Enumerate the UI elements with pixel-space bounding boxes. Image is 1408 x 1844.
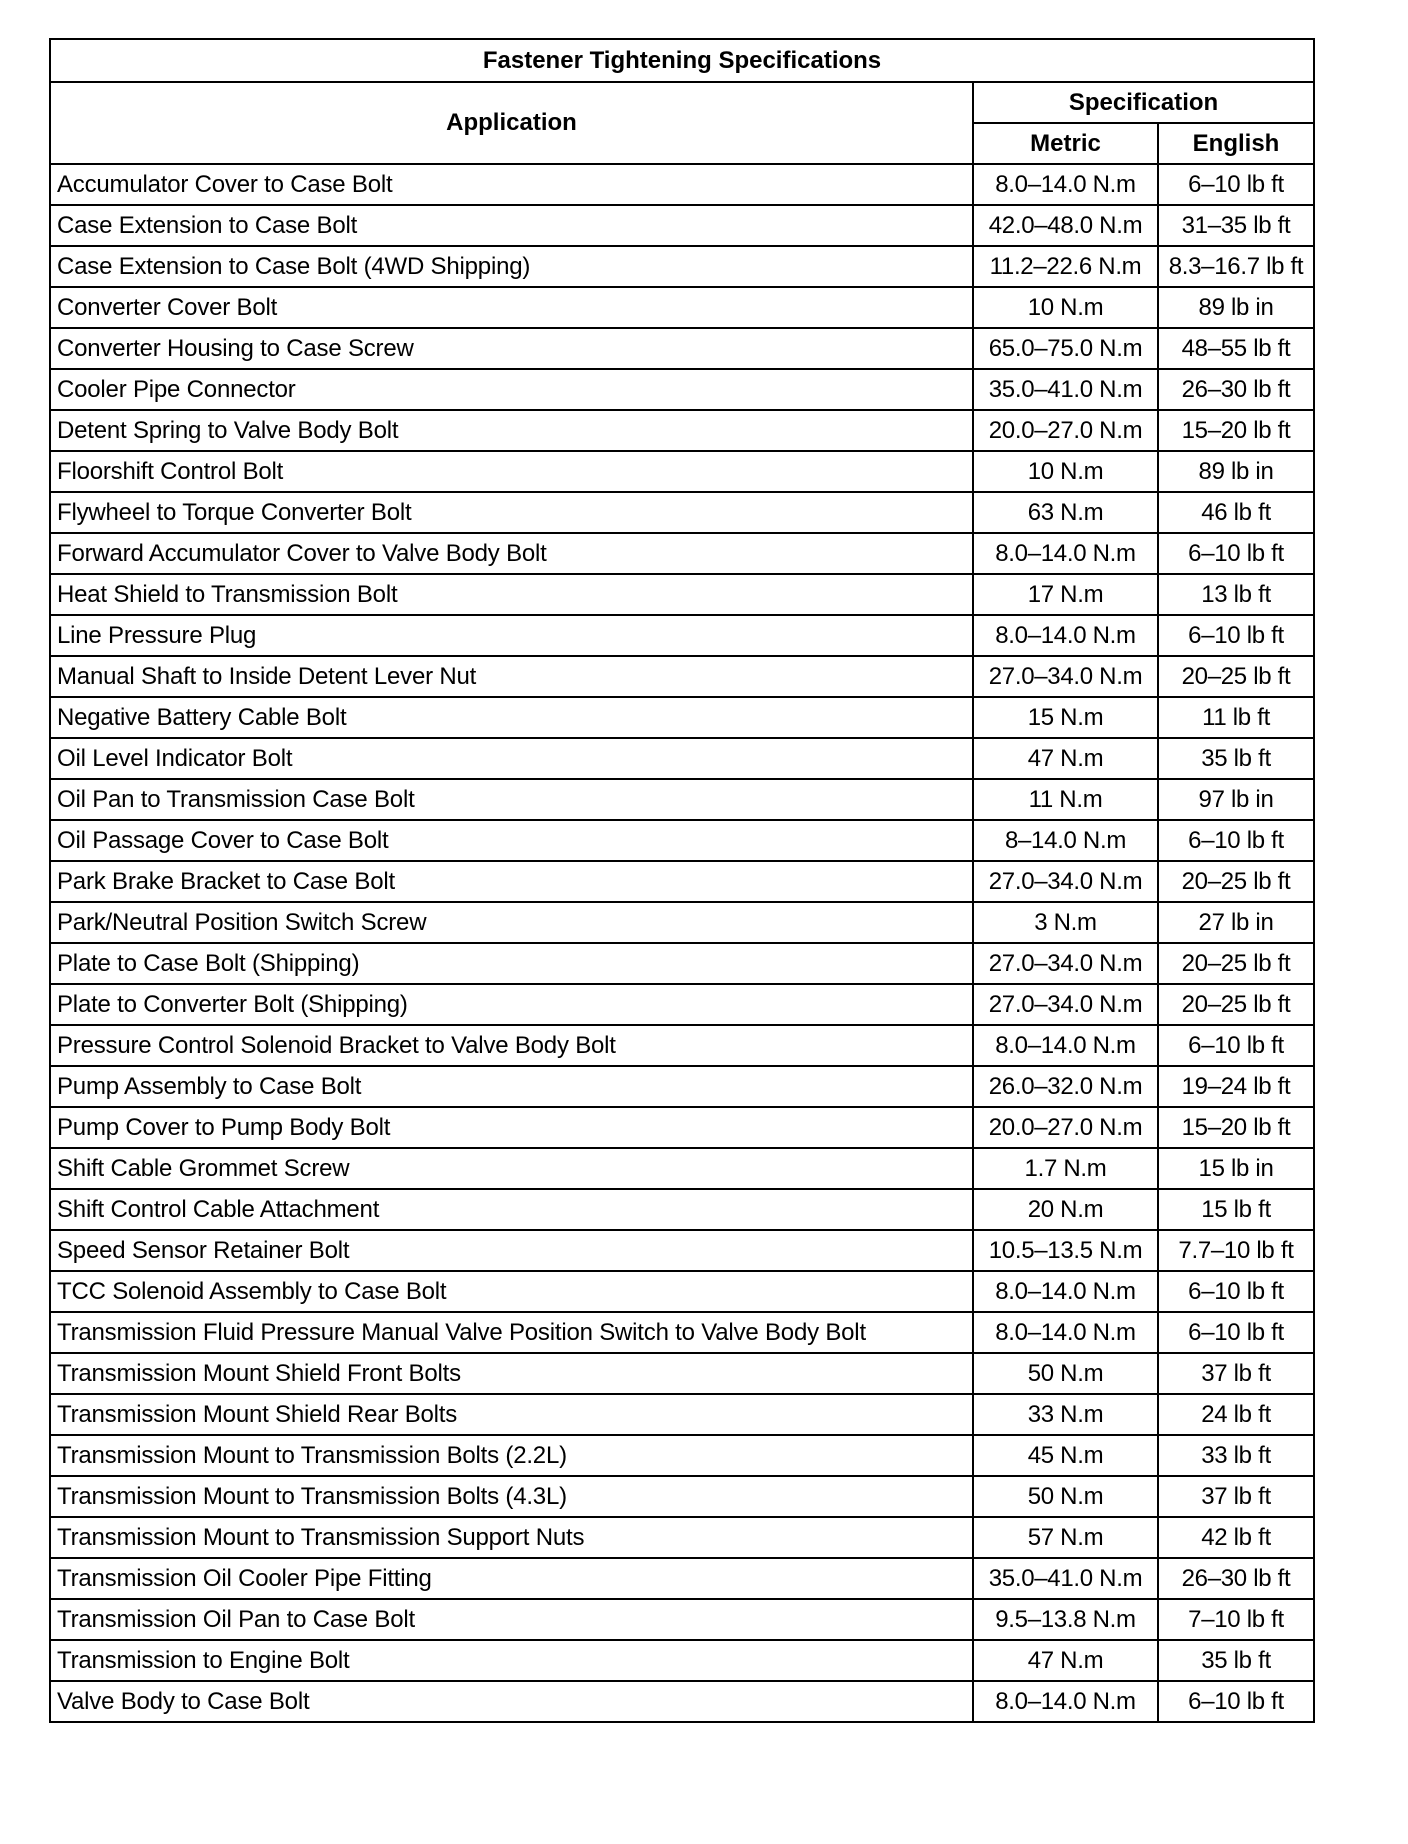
metric-cell: 15 N.m — [973, 697, 1158, 738]
english-cell: 6–10 lb ft — [1158, 1271, 1314, 1312]
application-cell: Park Brake Bracket to Case Bolt — [50, 861, 973, 902]
application-cell: Detent Spring to Valve Body Bolt — [50, 410, 973, 451]
english-cell: 6–10 lb ft — [1158, 820, 1314, 861]
table-row — [50, 1189, 1314, 1230]
metric-cell: 3 N.m — [973, 902, 1158, 943]
english-cell: 6–10 lb ft — [1158, 615, 1314, 656]
table-row — [50, 1271, 1314, 1312]
application-cell: Transmission Mount to Transmission Bolts (2.2L) — [50, 1435, 973, 1476]
metric-cell: 63 N.m — [973, 492, 1158, 533]
application-cell: Speed Sensor Retainer Bolt — [50, 1230, 973, 1271]
table-row — [50, 615, 1314, 656]
application-cell: Line Pressure Plug — [50, 615, 973, 656]
english-cell: 15 lb in — [1158, 1148, 1314, 1189]
metric-cell: 8–14.0 N.m — [973, 820, 1158, 861]
table-row — [50, 1025, 1314, 1066]
english-cell: 46 lb ft — [1158, 492, 1314, 533]
specification-header: Specification — [973, 82, 1314, 123]
english-cell: 8.3–16.7 lb ft — [1158, 246, 1314, 287]
application-cell: Transmission Oil Pan to Case Bolt — [50, 1599, 973, 1640]
application-cell: Converter Cover Bolt — [50, 287, 973, 328]
table-row — [50, 820, 1314, 861]
metric-cell: 35.0–41.0 N.m — [973, 1558, 1158, 1599]
english-cell: 35 lb ft — [1158, 738, 1314, 779]
application-cell: Shift Cable Grommet Screw — [50, 1148, 973, 1189]
english-cell: 15–20 lb ft — [1158, 1107, 1314, 1148]
table-row — [50, 1107, 1314, 1148]
application-cell: Negative Battery Cable Bolt — [50, 697, 973, 738]
table-row — [50, 1558, 1314, 1599]
english-cell: 20–25 lb ft — [1158, 984, 1314, 1025]
application-cell: Transmission Mount to Transmission Support Nuts — [50, 1517, 973, 1558]
application-cell: Transmission Mount Shield Rear Bolts — [50, 1394, 973, 1435]
table-row — [50, 1681, 1314, 1722]
english-cell: 20–25 lb ft — [1158, 656, 1314, 697]
english-cell: 15–20 lb ft — [1158, 410, 1314, 451]
english-cell: 31–35 lb ft — [1158, 205, 1314, 246]
table-row — [50, 1599, 1314, 1640]
metric-cell: 10.5–13.5 N.m — [973, 1230, 1158, 1271]
metric-cell: 9.5–13.8 N.m — [973, 1599, 1158, 1640]
application-cell: Plate to Case Bolt (Shipping) — [50, 943, 973, 984]
english-cell: 7–10 lb ft — [1158, 1599, 1314, 1640]
table-title: Fastener Tightening Specifications — [50, 39, 1314, 82]
metric-cell: 8.0–14.0 N.m — [973, 1681, 1158, 1722]
metric-cell: 10 N.m — [973, 287, 1158, 328]
application-cell: Pump Assembly to Case Bolt — [50, 1066, 973, 1107]
metric-cell: 8.0–14.0 N.m — [973, 615, 1158, 656]
table-row — [50, 1517, 1314, 1558]
application-cell: TCC Solenoid Assembly to Case Bolt — [50, 1271, 973, 1312]
application-cell: Pump Cover to Pump Body Bolt — [50, 1107, 973, 1148]
application-cell: Accumulator Cover to Case Bolt — [50, 164, 973, 205]
table-row — [50, 984, 1314, 1025]
table-row — [50, 369, 1314, 410]
application-cell: Cooler Pipe Connector — [50, 369, 973, 410]
fastener-spec-table — [49, 38, 1315, 1723]
table-body — [50, 164, 1314, 1722]
metric-cell: 47 N.m — [973, 738, 1158, 779]
table-row — [50, 287, 1314, 328]
header-row-1 — [50, 82, 1314, 123]
table-row — [50, 861, 1314, 902]
metric-cell: 27.0–34.0 N.m — [973, 861, 1158, 902]
metric-cell: 42.0–48.0 N.m — [973, 205, 1158, 246]
application-cell: Oil Passage Cover to Case Bolt — [50, 820, 973, 861]
application-cell: Valve Body to Case Bolt — [50, 1681, 973, 1722]
table-row — [50, 492, 1314, 533]
metric-cell: 26.0–32.0 N.m — [973, 1066, 1158, 1107]
table-row — [50, 738, 1314, 779]
metric-cell: 8.0–14.0 N.m — [973, 1312, 1158, 1353]
english-cell: 26–30 lb ft — [1158, 369, 1314, 410]
english-cell: 24 lb ft — [1158, 1394, 1314, 1435]
application-cell: Case Extension to Case Bolt (4WD Shipping) — [50, 246, 973, 287]
application-cell: Park/Neutral Position Switch Screw — [50, 902, 973, 943]
english-cell: 13 lb ft — [1158, 574, 1314, 615]
metric-cell: 17 N.m — [973, 574, 1158, 615]
english-cell: 15 lb ft — [1158, 1189, 1314, 1230]
application-cell: Oil Level Indicator Bolt — [50, 738, 973, 779]
table-row — [50, 410, 1314, 451]
application-cell: Manual Shaft to Inside Detent Lever Nut — [50, 656, 973, 697]
application-cell: Converter Housing to Case Screw — [50, 328, 973, 369]
table-row — [50, 1394, 1314, 1435]
metric-cell: 27.0–34.0 N.m — [973, 656, 1158, 697]
english-cell: 7.7–10 lb ft — [1158, 1230, 1314, 1271]
application-cell: Transmission Mount to Transmission Bolts (4.3L) — [50, 1476, 973, 1517]
metric-cell: 8.0–14.0 N.m — [973, 1271, 1158, 1312]
english-cell: 33 lb ft — [1158, 1435, 1314, 1476]
table-row — [50, 1435, 1314, 1476]
application-cell: Forward Accumulator Cover to Valve Body Bolt — [50, 533, 973, 574]
application-cell: Oil Pan to Transmission Case Bolt — [50, 779, 973, 820]
table-row — [50, 1312, 1314, 1353]
application-cell: Transmission Mount Shield Front Bolts — [50, 1353, 973, 1394]
application-header: Application — [50, 82, 973, 164]
english-cell: 6–10 lb ft — [1158, 164, 1314, 205]
table-row — [50, 1476, 1314, 1517]
metric-cell: 33 N.m — [973, 1394, 1158, 1435]
english-cell: 20–25 lb ft — [1158, 943, 1314, 984]
table-row — [50, 943, 1314, 984]
table-row — [50, 164, 1314, 205]
metric-cell: 8.0–14.0 N.m — [973, 1025, 1158, 1066]
english-cell: 35 lb ft — [1158, 1640, 1314, 1681]
metric-cell: 11 N.m — [973, 779, 1158, 820]
application-cell: Transmission Oil Cooler Pipe Fitting — [50, 1558, 973, 1599]
english-cell: 11 lb ft — [1158, 697, 1314, 738]
application-cell: Shift Control Cable Attachment — [50, 1189, 973, 1230]
english-cell: 89 lb in — [1158, 451, 1314, 492]
metric-cell: 20.0–27.0 N.m — [973, 1107, 1158, 1148]
metric-cell: 8.0–14.0 N.m — [973, 533, 1158, 574]
table-row — [50, 328, 1314, 369]
title-row — [50, 39, 1314, 82]
english-cell: 20–25 lb ft — [1158, 861, 1314, 902]
english-cell: 42 lb ft — [1158, 1517, 1314, 1558]
application-cell: Plate to Converter Bolt (Shipping) — [50, 984, 973, 1025]
table-row — [50, 246, 1314, 287]
table-row — [50, 1353, 1314, 1394]
table-row — [50, 656, 1314, 697]
metric-cell: 27.0–34.0 N.m — [973, 943, 1158, 984]
english-cell: 19–24 lb ft — [1158, 1066, 1314, 1107]
metric-cell: 10 N.m — [973, 451, 1158, 492]
metric-cell: 50 N.m — [973, 1476, 1158, 1517]
table-row — [50, 779, 1314, 820]
table-row — [50, 1640, 1314, 1681]
table-row — [50, 1230, 1314, 1271]
metric-cell: 27.0–34.0 N.m — [973, 984, 1158, 1025]
metric-header: Metric — [973, 123, 1158, 164]
metric-cell: 45 N.m — [973, 1435, 1158, 1476]
metric-cell: 8.0–14.0 N.m — [973, 164, 1158, 205]
english-cell: 27 lb in — [1158, 902, 1314, 943]
table-row — [50, 1148, 1314, 1189]
metric-cell: 65.0–75.0 N.m — [973, 328, 1158, 369]
metric-cell: 47 N.m — [973, 1640, 1158, 1681]
application-cell: Heat Shield to Transmission Bolt — [50, 574, 973, 615]
application-cell: Floorshift Control Bolt — [50, 451, 973, 492]
english-cell: 48–55 lb ft — [1158, 328, 1314, 369]
metric-cell: 1.7 N.m — [973, 1148, 1158, 1189]
application-cell: Transmission to Engine Bolt — [50, 1640, 973, 1681]
table-row — [50, 1066, 1314, 1107]
metric-cell: 57 N.m — [973, 1517, 1158, 1558]
english-cell: 6–10 lb ft — [1158, 1025, 1314, 1066]
english-cell: 6–10 lb ft — [1158, 1681, 1314, 1722]
english-cell: 37 lb ft — [1158, 1353, 1314, 1394]
table-row — [50, 533, 1314, 574]
english-cell: 37 lb ft — [1158, 1476, 1314, 1517]
table-row — [50, 451, 1314, 492]
table-row — [50, 205, 1314, 246]
english-cell: 89 lb in — [1158, 287, 1314, 328]
table-row — [50, 697, 1314, 738]
application-cell: Case Extension to Case Bolt — [50, 205, 973, 246]
english-cell: 26–30 lb ft — [1158, 1558, 1314, 1599]
english-cell: 6–10 lb ft — [1158, 533, 1314, 574]
metric-cell: 20.0–27.0 N.m — [973, 410, 1158, 451]
metric-cell: 20 N.m — [973, 1189, 1158, 1230]
table-row — [50, 574, 1314, 615]
application-cell: Transmission Fluid Pressure Manual Valve Position Switch to Valve Body Bolt — [50, 1312, 973, 1353]
metric-cell: 50 N.m — [973, 1353, 1158, 1394]
metric-cell: 35.0–41.0 N.m — [973, 369, 1158, 410]
english-cell: 6–10 lb ft — [1158, 1312, 1314, 1353]
english-cell: 97 lb in — [1158, 779, 1314, 820]
table-row — [50, 902, 1314, 943]
application-cell: Pressure Control Solenoid Bracket to Valve Body Bolt — [50, 1025, 973, 1066]
metric-cell: 11.2–22.6 N.m — [973, 246, 1158, 287]
application-cell: Flywheel to Torque Converter Bolt — [50, 492, 973, 533]
english-header: English — [1158, 123, 1314, 164]
